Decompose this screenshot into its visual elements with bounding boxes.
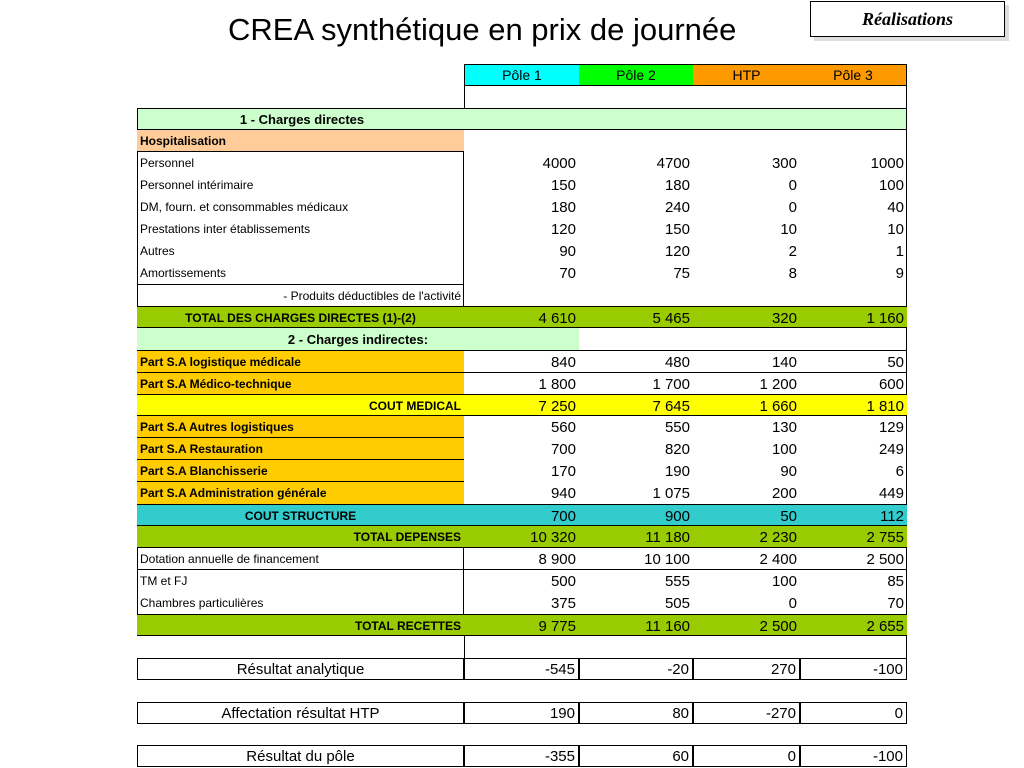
cell-htp: 50 [780, 507, 797, 525]
table-row [137, 350, 907, 372]
cell-pole1: 840 [550, 353, 576, 371]
cell-pole2: 480 [664, 353, 690, 371]
cell-pole3: 1000 [870, 154, 904, 172]
cell-pole2: 75 [673, 264, 690, 282]
cell-pole2: 1 700 [652, 375, 690, 393]
cell-pole3: 2 500 [866, 550, 904, 568]
cell-pole1: 7 250 [538, 397, 576, 415]
row-label: Part S.A Restauration [137, 438, 464, 460]
cell-pole3: 1 160 [866, 309, 904, 327]
table-row-total-depenses [137, 526, 907, 548]
values-spacer [464, 636, 907, 658]
table-row [137, 152, 907, 174]
row-label: Personnel [140, 156, 195, 170]
cell-pole2: 190 [664, 462, 690, 480]
cell-htp: 0 [788, 198, 797, 216]
table-row [137, 592, 907, 614]
cell-pole3: 0 [800, 702, 907, 724]
table-row-affectation-htp [137, 702, 907, 724]
cell-pole1: 10 320 [530, 528, 576, 546]
table-row [137, 438, 907, 460]
cell-pole3: 10 [887, 220, 904, 238]
table-row-cout-medical [137, 394, 907, 416]
row-label: Autres [140, 244, 175, 258]
cell-pole1: 190 [464, 702, 579, 724]
cell-pole3: 6 [895, 462, 904, 480]
cell-pole2: 505 [664, 594, 690, 612]
row-label: Dotation annuelle de financement [140, 552, 319, 566]
cell-pole3: 85 [887, 572, 904, 590]
cell-htp: 0 [788, 594, 797, 612]
cell-pole3: -100 [800, 745, 907, 767]
row-label: COUT MEDICAL [369, 399, 461, 413]
row-label: Amortissements [140, 266, 227, 280]
section-charges-indirectes: 2 - Charges indirectes: [137, 328, 579, 350]
label-produits-deductibles: - Produits déductibles de l'activité [137, 284, 464, 306]
table-row-resultat-pole [137, 745, 907, 767]
row-label: Affectation résultat HTP [137, 702, 464, 724]
cell-pole3: 9 [895, 264, 904, 282]
row-label: COUT STRUCTURE [244, 509, 357, 523]
cell-pole1: 90 [559, 242, 576, 260]
col-header-pole2: Pôle 2 [579, 64, 693, 86]
col-header-pole1: Pôle 1 [464, 64, 579, 86]
table-row [137, 130, 907, 152]
table-row [137, 372, 907, 394]
cell-htp: 100 [771, 572, 797, 590]
row-label: Part S.A logistique médicale [137, 351, 464, 373]
cell-pole1: 9 775 [538, 617, 576, 635]
cell-pole1: 180 [550, 198, 576, 216]
row-label: Personnel intérimaire [140, 178, 254, 192]
header-spacer [464, 86, 907, 108]
row-label: Résultat du pôle [137, 745, 464, 767]
cell-pole1: 500 [550, 572, 576, 590]
cell-htp: 0 [788, 176, 797, 194]
cell-pole3: 2 755 [866, 528, 904, 546]
table-row [137, 482, 907, 504]
cell-pole2: 7 645 [652, 397, 690, 415]
table-row-total-recettes [137, 614, 907, 636]
cell-htp: 140 [771, 353, 797, 371]
row-label: TOTAL DES CHARGES DIRECTES (1)-(2) [185, 311, 416, 325]
cell-pole3: 112 [880, 507, 904, 525]
table-row-resultat-analytique [137, 658, 907, 680]
cell-pole1: 375 [550, 594, 576, 612]
cell-pole2: -20 [579, 658, 693, 680]
row-label: Part S.A Médico-technique [137, 373, 464, 395]
cell-htp: 2 [788, 242, 797, 260]
row-label: Part S.A Blanchisserie [137, 460, 464, 482]
cell-pole2: 900 [664, 507, 690, 525]
col-header-htp: HTP [693, 64, 800, 86]
cell-htp: 90 [780, 462, 797, 480]
table-row [137, 460, 907, 482]
table-row [137, 328, 907, 350]
cell-pole3: 1 810 [866, 397, 904, 415]
cell-pole3: 100 [878, 176, 904, 194]
cell-pole2: 11 160 [645, 617, 690, 635]
table-row [137, 548, 907, 570]
cell-pole2: 820 [664, 440, 690, 458]
cell-pole2: 1 075 [652, 484, 690, 502]
cell-htp: 320 [771, 309, 797, 327]
table-row-total-charges-directes [137, 306, 907, 328]
cell-pole1: 150 [550, 176, 576, 194]
table-row [137, 570, 907, 592]
cell-pole3: 70 [887, 594, 904, 612]
cell-pole3: -100 [800, 658, 907, 680]
cell-pole3: 50 [887, 353, 904, 371]
cell-htp: 1 660 [759, 397, 797, 415]
cell-htp: 10 [780, 220, 797, 238]
cell-htp: 1 200 [759, 375, 797, 393]
cell-pole3: 129 [878, 418, 904, 436]
cell-htp: 2 500 [759, 617, 797, 635]
col-header-pole3: Pôle 3 [800, 64, 907, 86]
row-label: TOTAL RECETTES [354, 619, 461, 633]
cell-htp: 200 [771, 484, 797, 502]
row-label: TM et FJ [140, 574, 188, 588]
cell-htp: 100 [771, 440, 797, 458]
cell-pole2: 80 [579, 702, 693, 724]
cell-pole3: 449 [878, 484, 904, 502]
cell-htp: -270 [693, 702, 800, 724]
cell-pole1: 8 900 [538, 550, 576, 568]
label-hospitalisation: Hospitalisation [137, 130, 464, 152]
cell-pole1: 940 [550, 484, 576, 502]
cell-htp: 270 [693, 658, 800, 680]
cell-htp: 300 [771, 154, 797, 172]
row-label: Résultat analytique [137, 658, 464, 680]
cell-htp: 0 [693, 745, 800, 767]
table-row [137, 262, 907, 284]
table-row-cout-structure [137, 504, 907, 526]
cell-pole3: 600 [878, 375, 904, 393]
section-charges-directes: 1 - Charges directes [137, 108, 907, 130]
cell-pole2: 240 [664, 198, 690, 216]
cell-pole2: 120 [664, 242, 690, 260]
cell-pole2: 180 [664, 176, 690, 194]
cell-pole2: 5 465 [652, 309, 690, 327]
cell-pole1: 700 [550, 440, 576, 458]
table-row [137, 416, 907, 438]
cell-pole3: 249 [878, 440, 904, 458]
cell-pole2: 555 [664, 572, 690, 590]
row-label: DM, fourn. et consommables médicaux [140, 200, 349, 214]
cell-pole3: 1 [895, 242, 904, 260]
cell-pole2: 10 100 [644, 550, 690, 568]
realisations-badge: Réalisations [810, 1, 1005, 37]
cell-pole3: 40 [887, 198, 904, 216]
cell-pole1: 560 [550, 418, 576, 436]
cell-htp: 2 230 [759, 528, 797, 546]
cell-pole2: 4700 [656, 154, 690, 172]
row-label: Part S.A Autres logistiques [137, 416, 464, 438]
row-label: Prestations inter établissements [140, 222, 311, 236]
cell-pole1: 700 [550, 507, 576, 525]
cell-pole1: 4 610 [538, 309, 576, 327]
cell-htp: 130 [771, 418, 797, 436]
cell-pole1: 120 [550, 220, 576, 238]
cell-pole2: 60 [579, 745, 693, 767]
table-row [137, 108, 907, 130]
cell-pole1: 4000 [542, 154, 576, 172]
row-label: TOTAL DEPENSES [353, 530, 461, 544]
cell-pole2: 150 [664, 220, 690, 238]
cell-htp: 8 [788, 264, 797, 282]
cell-pole1: 70 [559, 264, 576, 282]
cell-pole1: 170 [550, 462, 576, 480]
cell-pole1: -355 [464, 745, 579, 767]
cell-pole2: 550 [664, 418, 690, 436]
row-label: Part S.A Administration générale [137, 482, 464, 504]
page-title: CREA synthétique en prix de journée [228, 12, 737, 47]
cell-pole2: 11 180 [645, 528, 690, 546]
table-row [137, 218, 907, 240]
cell-htp: 2 400 [759, 550, 797, 568]
table-row [137, 240, 907, 262]
cell-pole1: 1 800 [538, 375, 576, 393]
table-row [137, 196, 907, 218]
table-row [137, 174, 907, 196]
cell-pole3: 2 655 [866, 617, 904, 635]
table-row [137, 284, 907, 306]
cell-pole1: -545 [464, 658, 579, 680]
row-label: Chambres particulières [140, 596, 264, 610]
